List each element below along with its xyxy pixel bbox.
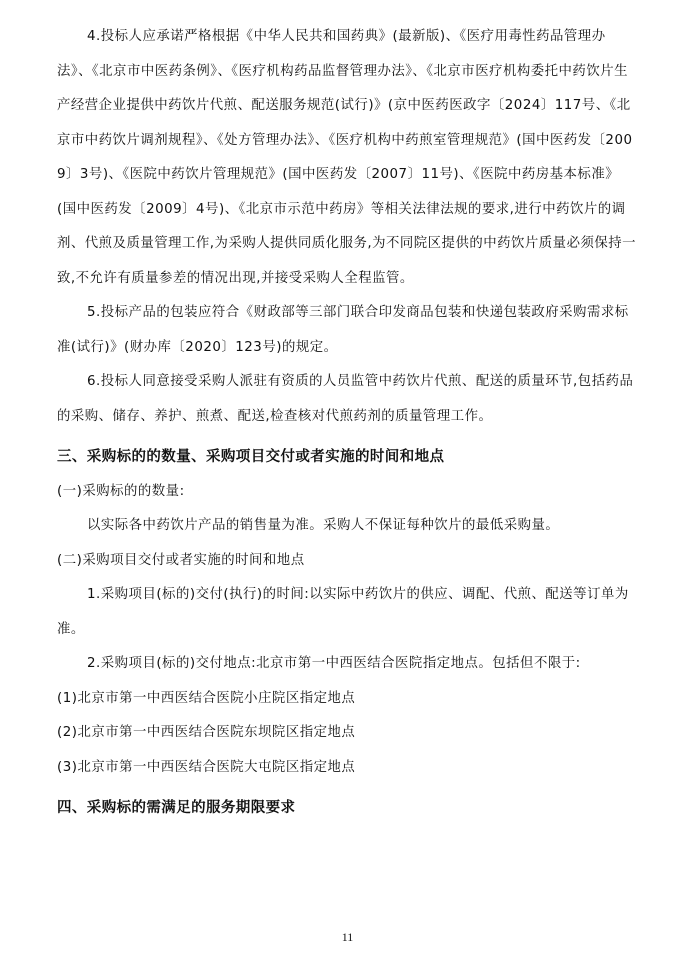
page-content	[57, 20, 637, 826]
delivery-time-item: 1.采购项目(标的)交付(执行)的时间:以实际中药饮片的供应、调配、代煎、配送等订单为准。	[57, 587, 629, 637]
section-4-heading: 四、采购标的需满足的服务期限要求	[57, 800, 296, 816]
delivery-location-item: 2.采购项目(标的)交付地点:北京市第一中西医结合医院指定地点。包括但不限于:	[87, 656, 581, 671]
paragraph-item-4: 4.投标人应承诺严格根据《中华人民共和国药典》(最新版)、《医疗用毒性药品管理办法》、《北京市中医药条例》、《医疗机构药品监督管理办法》、《北京市医疗机构委托中药饮片生产经营企业提供中药饮片代煎、配送服务规范(试行)》(京中医药医政字〔2024〕117号、《北京市中药饮片调剂规程》、《处方管理办法》、《医疗机构中药煎室管理规范》(国中医药发〔2009〕3号)、《医院中药饮片管理规范》(国中医药发〔2007〕11号)、《医院中药房基本标准》(国中医药发〔2009〕4号)、《北京市示范中药房》等相关法律法规的要求,进行中药饮片的调剂、代煎及质量管理工作,为采购人提供同质化服务,为不同院区提供的中药饮片质量必须保持一致,不允许有质量参差的情况出现,并接受采购人全程监管。	[57, 29, 637, 286]
location-item-datun: (3)北京市第一中西医结合医院大屯院区指定地点	[57, 759, 356, 775]
paragraph-item-6: 6.投标人同意接受采购人派驻有资质的人员监管中药饮片代煎、配送的质量环节,包括药品的采购、储存、养护、煎煮、配送,检查核对代煎药剂的质量管理工作。	[57, 374, 634, 424]
subsection-1-text: 以实际各中药饮片产品的销售量为准。采购人不保证每种饮片的最低采购量。	[87, 518, 560, 533]
subsection-1-heading: (一)采购标的的数量:	[57, 483, 185, 499]
location-item-xiaozhuang: (1)北京市第一中西医结合医院小庄院区指定地点	[57, 690, 356, 706]
location-item-dongba: (2)北京市第一中西医结合医院东坝院区指定地点	[57, 725, 356, 740]
subsection-2-heading: (二)采购项目交付或者实施的时间和地点	[57, 552, 305, 568]
paragraph-item-5: 5.投标产品的包装应符合《财政部等三部门联合印发商品包装和快递包装政府采购需求标准(试行)》(财办库〔2020〕123号)的规定。	[57, 305, 629, 355]
page-number: 11	[341, 930, 354, 944]
section-3-heading: 三、采购标的的数量、采购项目交付或者实施的时间和地点	[57, 449, 445, 465]
